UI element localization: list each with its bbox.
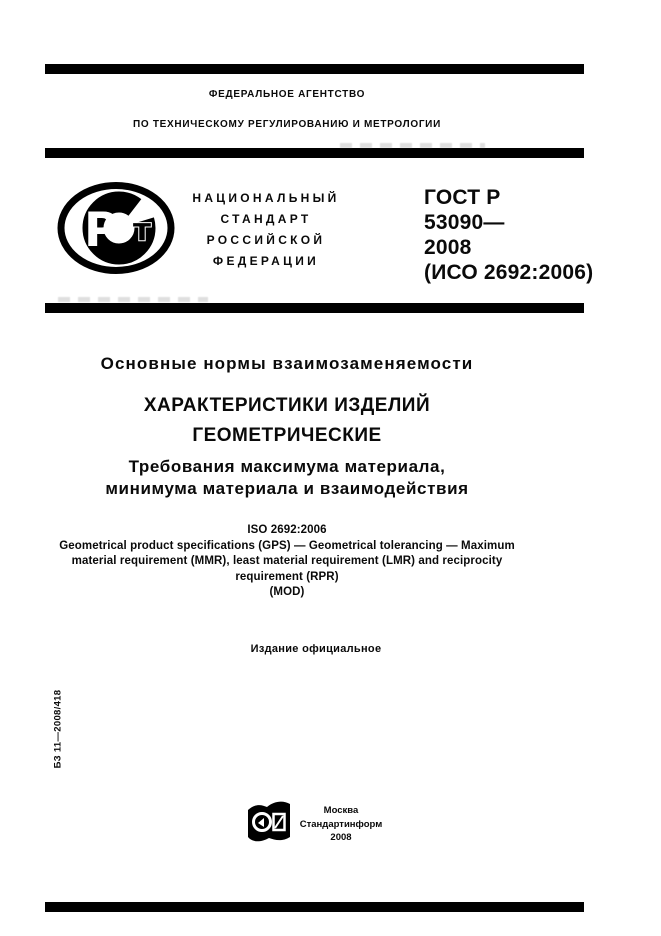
official-edition-note: Издание официальное	[250, 643, 382, 655]
side-code-text: БЗ 11—2008/418	[52, 689, 63, 769]
main-title-line: ХАРАКТЕРИСТИКИ ИЗДЕЛИЙ	[143, 395, 431, 416]
standard-group-title: Основные нормы взаимозаменяемости	[100, 354, 474, 373]
agency-name	[17, 89, 557, 131]
designation-line: (ИСО 2692:2006)	[424, 261, 594, 284]
top-rule	[45, 64, 584, 74]
subtitle-line: Требования максимума материала,	[128, 457, 446, 476]
rst-emblem-icon	[57, 182, 175, 274]
svg-text:т: т	[133, 212, 151, 248]
standard-type-line: РОССИЙСКОЙ	[206, 233, 326, 247]
svg-text:Р: Р	[84, 203, 119, 258]
standard-type-line: СТАНДАРТ	[220, 212, 312, 226]
designation-line: 2008	[424, 236, 472, 259]
iso-designation: ISO 2692:2006	[247, 524, 327, 536]
imprint-city: Москва	[323, 805, 359, 816]
standard-type-line: ФЕДЕРАЦИИ	[212, 254, 320, 268]
iso-title-line: material requirement (MMR), least material requirement (LMR) and reciprocity	[71, 555, 503, 567]
standard-type-label	[184, 188, 348, 272]
iso-title-line: Geometrical product specifications (GPS) — Geometrical tolerancing — Maximum	[59, 539, 515, 552]
standard-type-line: НАЦИОНАЛЬНЫЙ	[192, 191, 340, 205]
agency-line-1: ФЕДЕРАЛЬНОЕ АГЕНТСТВО	[208, 89, 366, 100]
imprint-year: 2008	[330, 832, 352, 843]
scan-artifact	[340, 143, 485, 148]
iso-conformity-mark: (MOD)	[269, 586, 305, 598]
heading-rule	[45, 303, 584, 313]
iso-title-line: requirement (RPR)	[235, 570, 339, 583]
standard-designation	[424, 185, 593, 285]
imprint-publisher: Стандартинформ	[299, 818, 383, 830]
subtitle-line: минимума материала и взаимодействия	[105, 479, 469, 498]
designation-line: 53090—	[424, 211, 505, 234]
iso-reference	[17, 523, 557, 601]
header-rule	[45, 148, 584, 158]
standard-main-title	[17, 391, 557, 451]
standard-subtitle	[17, 456, 557, 500]
side-code	[50, 686, 65, 772]
imprint	[281, 804, 401, 845]
scan-artifact	[58, 297, 208, 302]
bottom-rule	[45, 902, 584, 912]
designation-line: ГОСТ Р	[424, 186, 501, 209]
main-title-line: ГЕОМЕТРИЧЕСКИЕ	[192, 425, 382, 446]
agency-line-2: ПО ТЕХНИЧЕСКОМУ РЕГУЛИРОВАНИЮ И МЕТРОЛОГИИ	[133, 119, 441, 130]
